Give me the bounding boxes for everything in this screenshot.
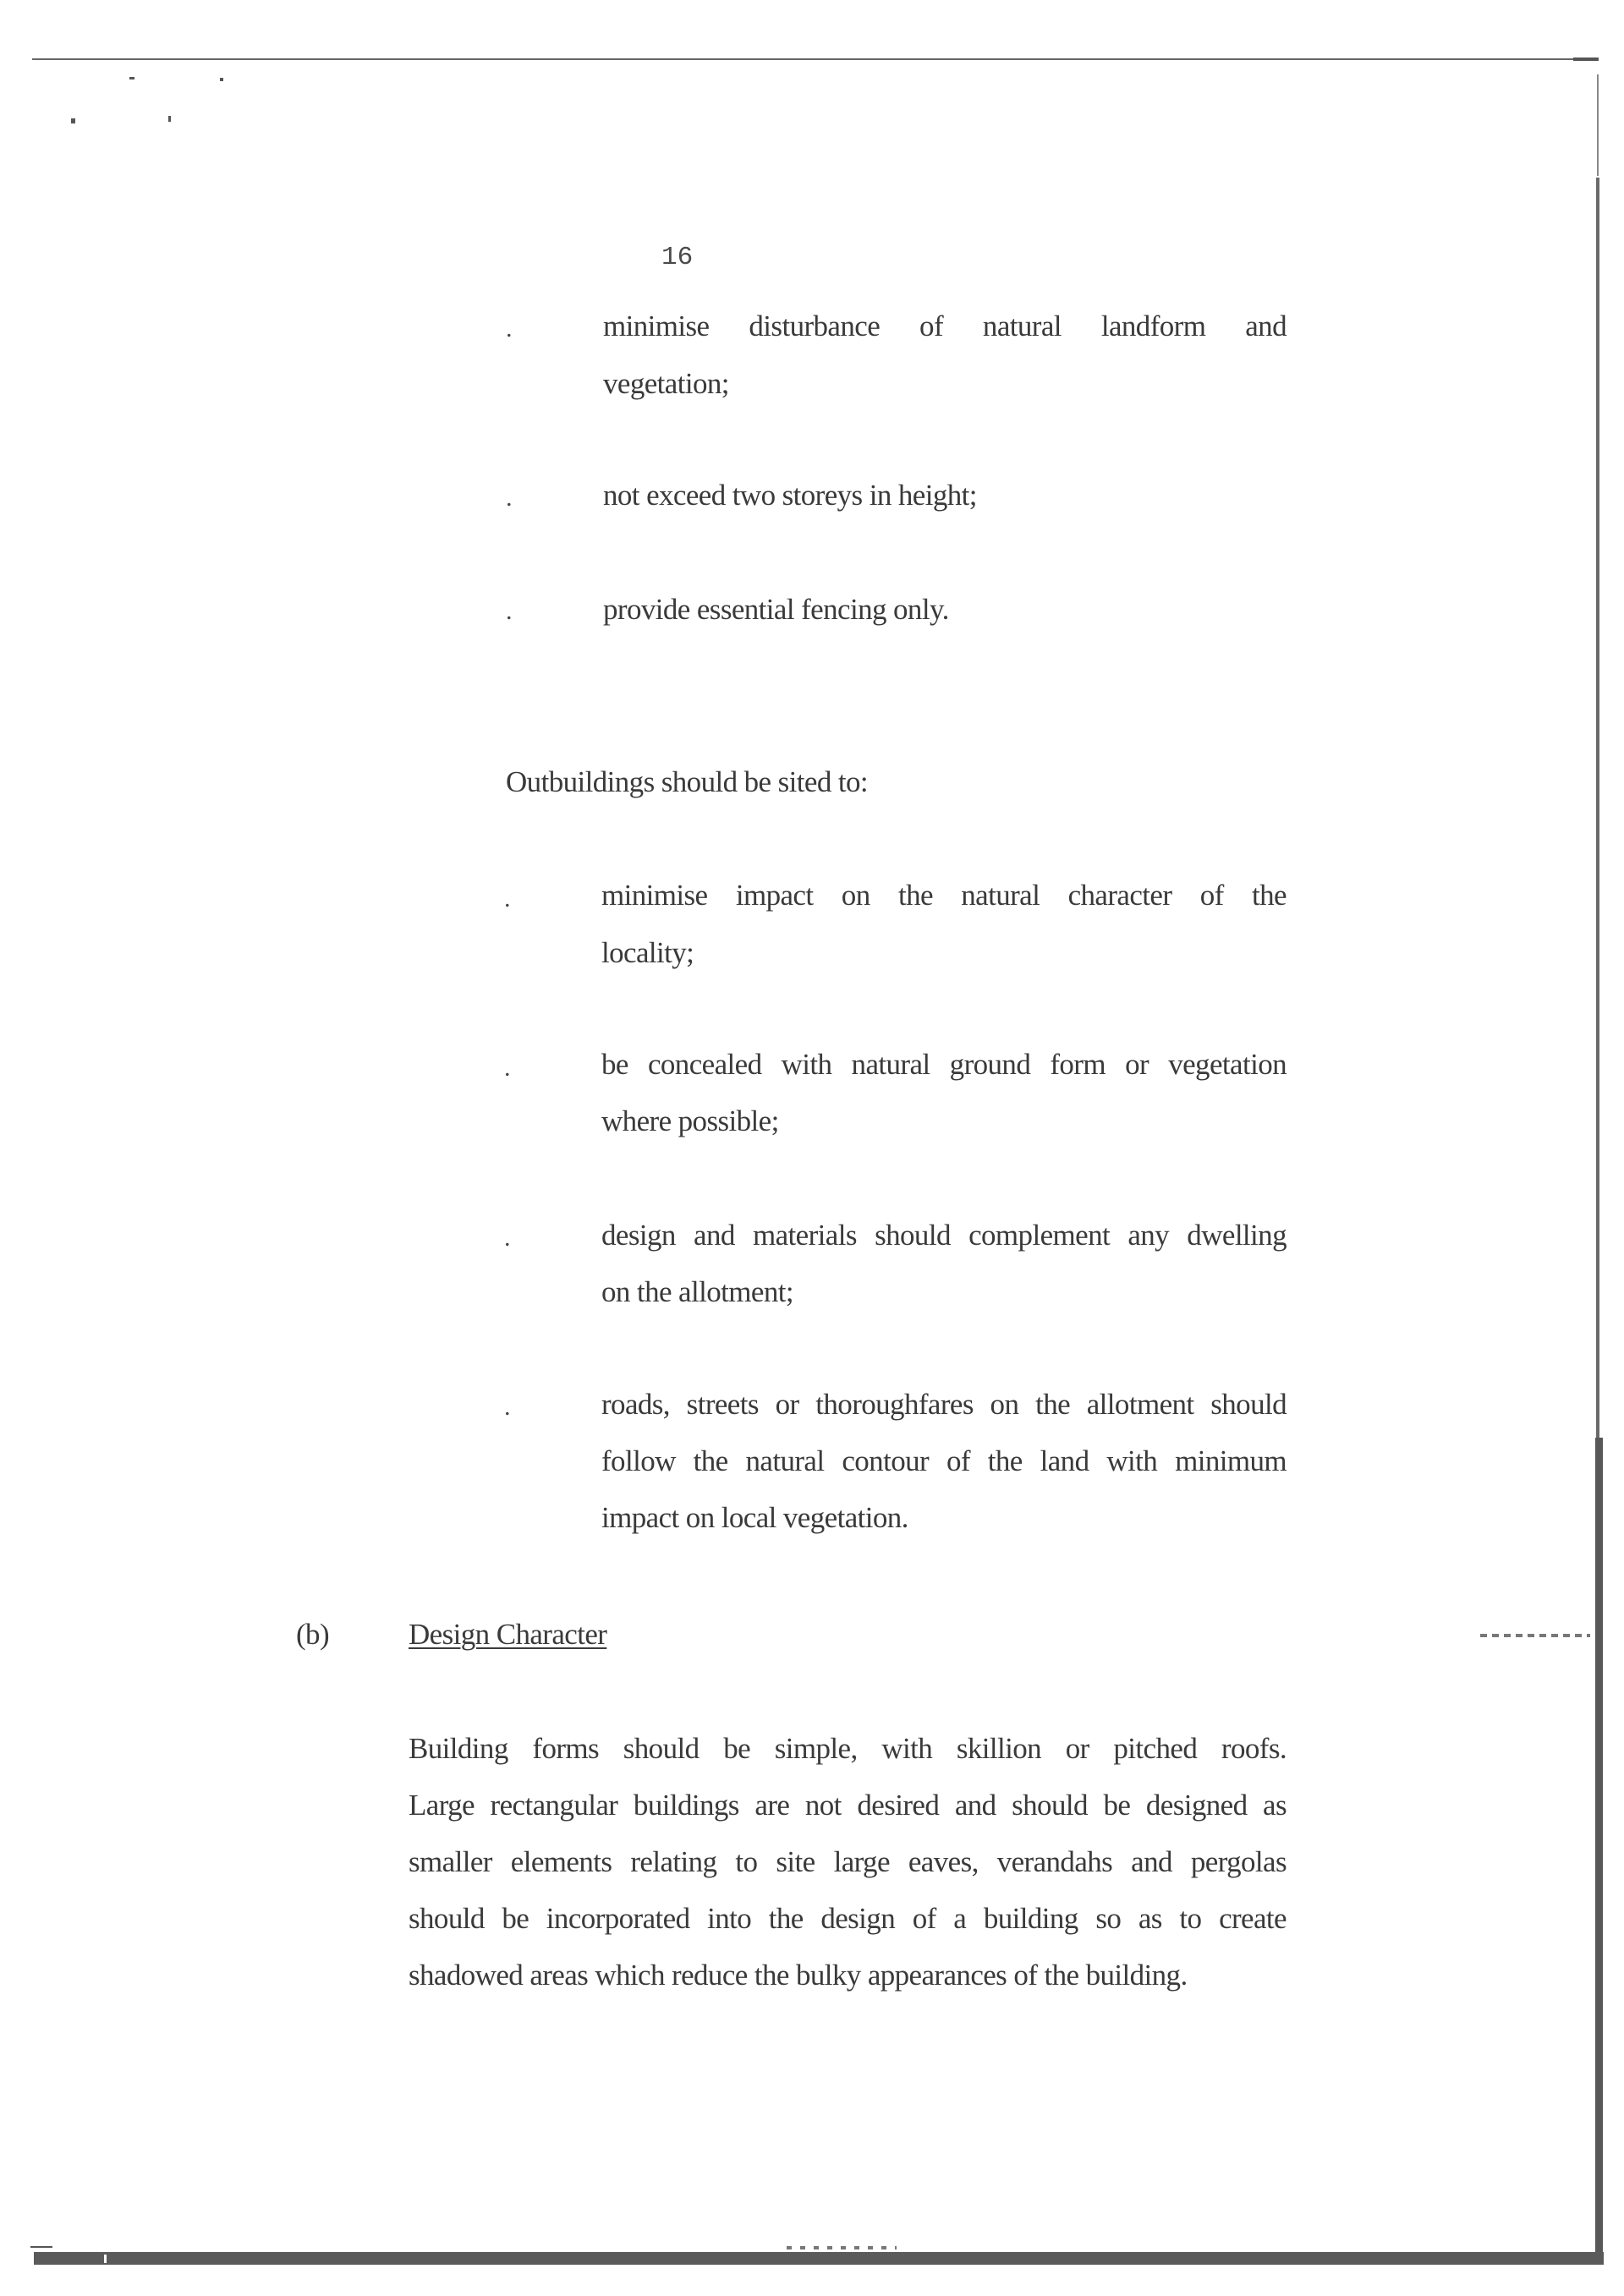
page-number: 16 bbox=[661, 243, 694, 272]
scan-right-border-thick bbox=[1595, 1438, 1603, 2265]
section-heading: Design Character bbox=[409, 1618, 607, 1651]
list-item-line: design and materials should complement any dwelling bbox=[601, 1219, 1287, 1252]
bullet-marker: . bbox=[504, 1393, 511, 1421]
scan-speck bbox=[30, 2246, 52, 2248]
paragraph-line: smaller elements relating to site large eaves, verandahs and pergolas bbox=[409, 1845, 1287, 1878]
list-item-line: minimise impact on the natural character of the bbox=[601, 879, 1287, 912]
scan-speck bbox=[71, 118, 75, 123]
list-item-line: locality; bbox=[601, 936, 694, 969]
bullet-marker: . bbox=[504, 1054, 511, 1082]
list-item-line: where possible; bbox=[601, 1104, 779, 1137]
section-label: (b) bbox=[296, 1618, 330, 1651]
list-item-line: minimise disturbance of natural landform and bbox=[603, 310, 1287, 342]
list-item-line: follow the natural contour of the land with minimum bbox=[601, 1444, 1287, 1477]
list-item-line: impact on local vegetation. bbox=[601, 1501, 908, 1534]
outbuildings-intro: Outbuildings should be sited to: bbox=[506, 765, 869, 798]
bullet-marker: . bbox=[506, 597, 513, 625]
scan-bottom-gap bbox=[104, 2255, 107, 2263]
scan-bottom-specks bbox=[787, 2246, 897, 2249]
paragraph-line: shadowed areas which reduce the bulky appearances of the building. bbox=[409, 1959, 1188, 1992]
paragraph-line: Large rectangular buildings are not desired and should be designed as bbox=[409, 1789, 1287, 1822]
scan-right-border bbox=[1596, 178, 1599, 1446]
scan-dash-artifact bbox=[1480, 1634, 1590, 1637]
list-item-line: on the allotment; bbox=[601, 1275, 793, 1308]
list-item-line: not exceed two storeys in height; bbox=[603, 479, 977, 512]
list-item-line: be concealed with natural ground form or vegetation bbox=[601, 1048, 1287, 1081]
scan-top-border bbox=[32, 58, 1599, 60]
paragraph-line: should be incorporated into the design of a building so as to create bbox=[409, 1902, 1287, 1935]
list-item-line: vegetation; bbox=[603, 367, 729, 400]
bullet-marker: . bbox=[506, 315, 513, 342]
scan-speck bbox=[220, 78, 223, 81]
bullet-marker: . bbox=[506, 484, 513, 512]
scan-speck bbox=[168, 116, 171, 122]
scan-right-border-top bbox=[1597, 74, 1599, 176]
scan-bottom-border bbox=[34, 2252, 1604, 2265]
list-item-line: provide essential fencing only. bbox=[603, 593, 949, 626]
list-item-line: roads, streets or thoroughfares on the allotment should bbox=[601, 1388, 1287, 1421]
bullet-marker: . bbox=[504, 1224, 511, 1252]
scan-speck bbox=[129, 77, 134, 79]
paragraph-line: Building forms should be simple, with skillion or pitched roofs. bbox=[409, 1732, 1287, 1765]
scan-top-border-corner bbox=[1573, 58, 1599, 61]
bullet-marker: . bbox=[504, 885, 511, 912]
